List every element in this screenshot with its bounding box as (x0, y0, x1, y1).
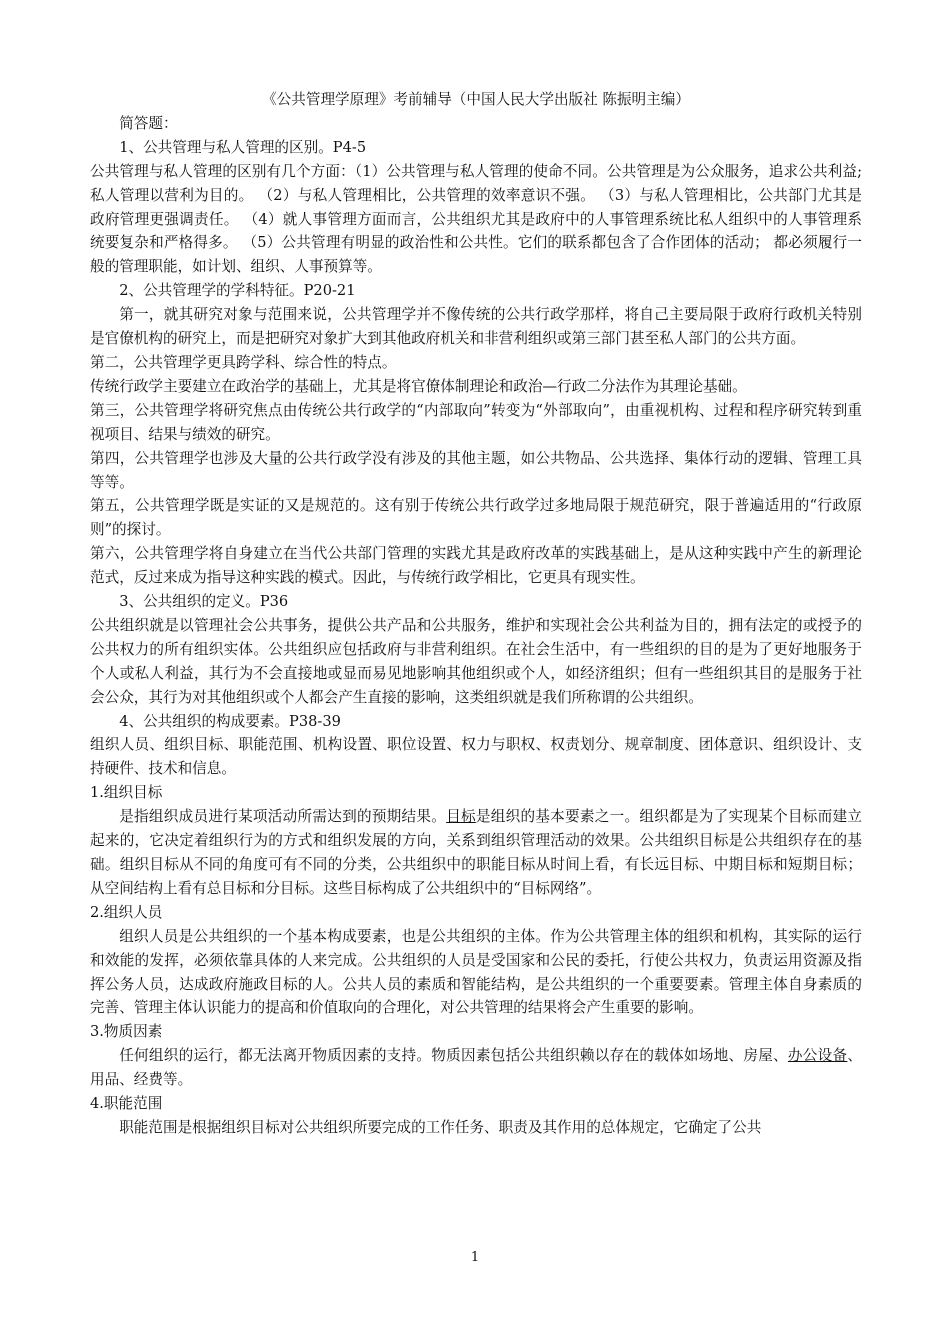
subsection-1-body (90, 805, 862, 901)
subsection-4-body: 职能范围是根据组织目标对公共组织所要完成的工作任务、职责及其作用的总体规定，它确定了公共 (119, 1118, 762, 1136)
question-2-heading: 2、公共管理学的学科特征。P20-21 (119, 282, 356, 300)
question-2-point-5: 第五，公共管理学既是实证的又是规范的。这有别于传统公共行政学过多地局限于规范研究，限于普遍适用的“行政原则”的探讨。 (90, 497, 862, 539)
question-1-heading: 1、公共管理与私人管理的区别。P4-5 (119, 138, 367, 156)
question-2-point-6: 第六，公共管理学将自身建立在当代公共部门管理的实践尤其是政府改革的实践基础上，是从这种实践中产生的新理论范式，反过来成为指导这种实践的模式。因此，与传统行政学相比，它更具有现实性。 (90, 545, 862, 587)
subsection-2-heading: 2.组织人员 (90, 903, 163, 921)
subsection-3-heading: 3.物质因素 (90, 1023, 163, 1041)
question-1-answer: 公共管理与私人管理的区别有几个方面：（1）公共管理与私人管理的使命不同。公共管理是为公众服务，追求公共利益;私人管理以营利为目的。 （2）与私人管理相比，公共管理的效率意识不强。 （3）与私人管理相比，公共部门尤其是政府管理更强调责任。 （4）就人事管理方面而言，公共组织尤其是政府中的人事管理系统比私人组织中的人事管理系统要复杂和严格得多。 （5）公共管理有明显的政治性和公共性。它们的联系都包含了合作团体的活动； 都必须履行一般的管理职能，如计划、组织、人事预算等。 (90, 162, 862, 276)
question-2-point-4: 第四，公共管理学也涉及大量的公共行政学没有涉及的其他主题，如公共物品、公共选择、集体行动的逻辑、管理工具等等。 (90, 449, 862, 491)
subsection-3-body (90, 1044, 862, 1092)
page-number: 1 (470, 1250, 480, 1265)
question-4-answer: 组织人员、组织目标、职能范围、机构设置、职位设置、权力与职权、权责划分、规章制度、团体意识、组织设计、支持硬件、技术和信息。 (90, 736, 862, 778)
question-2-point-3: 第三，公共管理学将研究焦点由传统公共行政学的“内部取向”转变为“外部取向”，由重视机构、过程和程序研究转到重视项目、结果与绩效的研究。 (90, 401, 862, 443)
office-equipment-link[interactable]: 办公设备 (787, 1047, 848, 1065)
question-3-heading: 3、公共组织的定义。P36 (119, 593, 289, 611)
question-2-point-2: 第二，公共管理学更具跨学科、综合性的特点。 (90, 353, 397, 371)
question-4-heading: 4、公共组织的构成要素。P38-39 (119, 712, 341, 730)
subsection-2-body: 组织人员是公共组织的一个基本构成要素，也是公共组织的主体。作为公共管理主体的组织和机构，其实际的运行和效能的发挥，必须依靠具体的人来完成。公共组织的人员是受国家和公民的委托，行使公共权力，负责运用资源及指挥公务人员，达成政府施政目标的人。公共人员的素质和智能结构，是公共组织的一个重要要素。管理主体自身素质的完善、管理主体认识能力的提高和价值取向的合理化，对公共管理的结果将会产生重要的影响。 (90, 927, 862, 1017)
subsection-3-text-a: 任何组织的运行，都无法离开物质因素的支持。物质因素包括公共组织赖以存在的载体如场地、房屋、 (119, 1047, 788, 1065)
subsection-1-text-a: 是指组织成员进行某项活动所需达到的预期结果。 (119, 808, 447, 826)
question-3-answer: 公共组织就是以管理社会公共事务，提供公共产品和公共服务，维护和实现社会公共利益为目的，拥有法定的或授予的公共权力的所有组织实体。公共组织应包括政府与非营利组织。在社会生活中，有一些组织的目的是为了更好地服务于个人或私人利益，其行为不会直接地或显而易见地影响其他组织或个人，如经济组织；但有一些组织其目的是服务于社会公众，其行为对其他组织或个人都会产生直接的影响，这类组织就是我们所称谓的公共组织。 (90, 616, 862, 706)
subsection-1-text-b: 是组织的基本要素之一。组织都是为了实现某个目标而建立起来的，它决定着组织行为的方式和组织发展的方向，关系到组织管理活动的效果。公共组织目标是公共组织存在的基础。组织目标从不同的角度可有不同的分类，公共组织中的职能目标从时间上看，有长远目标、中期目标和短期目标；从空间结构上看有总目标和分目标。这些目标构成了公共组织中的“目标网络”。 (90, 808, 862, 897)
subsection-4-heading: 4.职能范围 (90, 1095, 163, 1113)
document-page (90, 88, 862, 1140)
goal-link[interactable]: 目标 (446, 808, 476, 826)
document-title: 《公共管理学原理》考前辅导（中国人民大学出版社 陈振明主编） (262, 91, 690, 108)
subsection-1-heading: 1.组织目标 (90, 784, 163, 802)
question-2-point-2-detail: 传统行政学主要建立在政治学的基础上，尤其是将官僚体制理论和政治—行政二分法作为其理论基础。 (90, 377, 747, 395)
subsection-3-text-b: 、用品、经费等。 (90, 1047, 862, 1089)
section-heading: 简答题： (119, 114, 178, 132)
question-2-point-1: 第一，就其研究对象与范围来说，公共管理学并不像传统的公共行政学那样，将自己主要局限于政府行政机关特别是官僚机构的研究上，而是把研究对象扩大到其他政府机关和非营利组织或第三部门甚至私人部门的公共方面。 (90, 306, 862, 348)
